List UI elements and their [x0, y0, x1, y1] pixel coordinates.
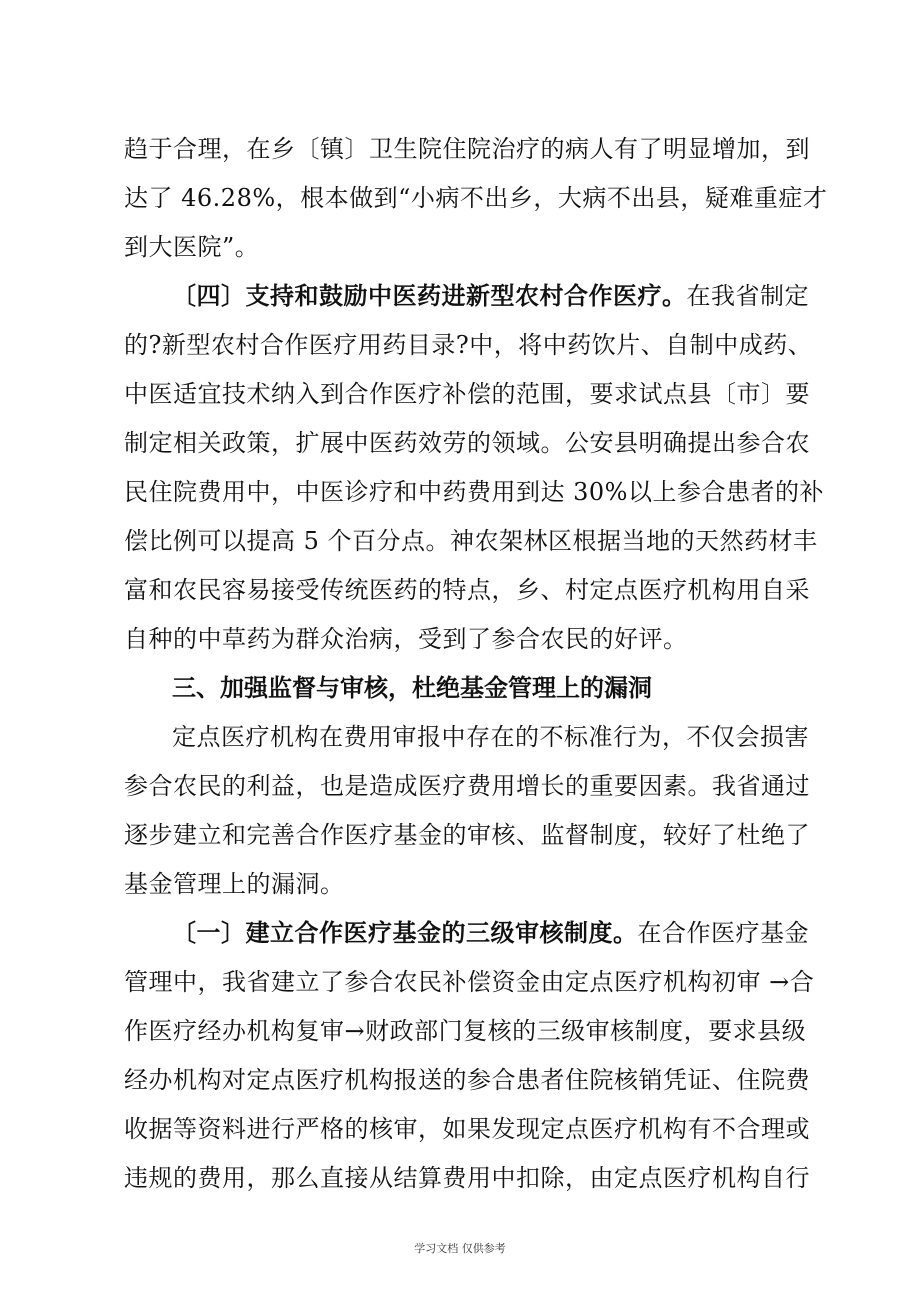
subsection-title: 〔四〕支持和鼓励中医药进新型农村合作医疗。	[172, 281, 687, 310]
paragraph-first-line	[172, 918, 809, 948]
paragraph-line: 管理中，我省建立了参合农民补偿资金由定点医疗机构初审 →合	[124, 968, 815, 996]
paragraph-line: 收据等资料进行严格的核审，如果发现定点医疗机构有不合理或	[124, 1115, 810, 1143]
paragraph-line: 富和农民容易接受传统医药的特点，乡、村定点医疗机构用自采	[124, 576, 810, 604]
paragraph-line: 基金管理上的漏洞。	[124, 870, 345, 898]
paragraph-line: 参合农民的利益，也是造成医疗费用增长的重要因素。我省通过	[124, 772, 810, 800]
paragraph-line: 作医疗经办机构复审→财政部门复核的三级审核制度，要求县级	[124, 1017, 807, 1045]
paragraph-line: 的?新型农村合作医疗用药目录?中，将中药饮片、自制中成药、	[124, 331, 813, 359]
paragraph-first-line: 定点医疗机构在费用审报中存在的不标准行为，不仅会损害	[172, 723, 809, 751]
paragraph-line: 制定相关政策，扩展中医药效劳的领域。公安县明确提出参合农	[124, 429, 810, 457]
paragraph-text: 在我省制定	[686, 282, 809, 310]
paragraph-line: 违规的费用，那么直接从结算费用中扣除，由定点医疗机构自行	[124, 1164, 810, 1192]
paragraph-line: 偿比例可以提高 5 个百分点。神农架林区根据当地的天然药材丰	[124, 527, 818, 555]
paragraph-line: 趋于合理，在乡〔镇〕卫生院住院治疗的病人有了明显增加，到	[124, 135, 810, 163]
page-footer: 学习文档 仅供参考	[414, 1242, 506, 1255]
paragraph-line: 逐步建立和完善合作医疗基金的审核、监督制度，较好了杜绝了	[124, 821, 810, 849]
paragraph-line: 经办机构对定点医疗机构报送的参合患者住院核销凭证、住院费	[124, 1066, 810, 1094]
paragraph-line: 到大医院”。	[124, 233, 260, 261]
paragraph-line: 自种的中草药为群众治病，受到了参合农民的好评。	[124, 625, 688, 653]
paragraph-line: 中医适宜技术纳入到合作医疗补偿的范围，要求试点县〔市〕要	[124, 380, 810, 408]
subsection-title: 〔一〕建立合作医疗基金的三级审核制度。	[172, 918, 638, 947]
paragraph-text: 在合作医疗基金	[637, 919, 809, 947]
section-heading: 三、加强监督与审核，杜绝基金管理上的漏洞	[172, 674, 652, 702]
paragraph-first-line	[172, 281, 809, 311]
paragraph-line: 达了 46.28%，根本做到“小病不出乡，大病不出县，疑难重症才	[124, 184, 828, 212]
paragraph-line: 民住院费用中，中医诊疗和中药费用到达 30%以上参合患者的补	[124, 478, 824, 506]
